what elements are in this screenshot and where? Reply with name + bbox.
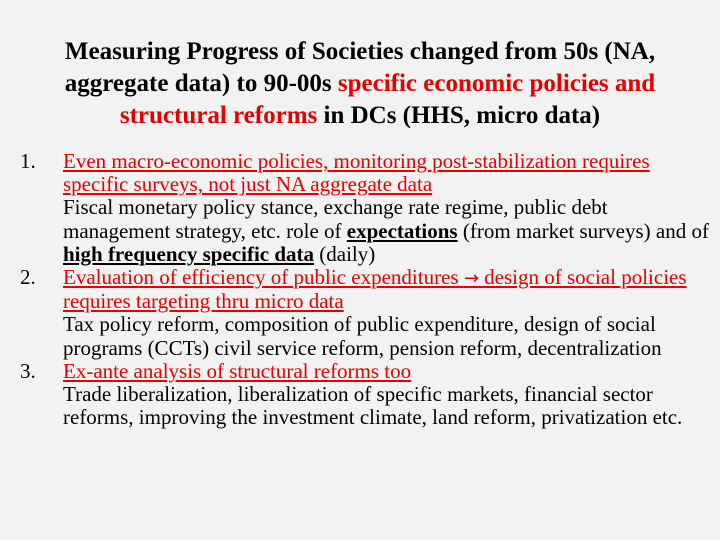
list-item-1: [20, 150, 710, 266]
item-1-heading: Even macro-economic policies, monitoring post-stabilization requires specific surveys, not just NA aggregate data: [63, 149, 650, 197]
numbered-list: [20, 150, 710, 429]
item-1-body-e: (daily): [314, 241, 376, 266]
list-item-3: [20, 360, 710, 430]
list-number-1: 1.: [20, 149, 36, 173]
title-highlight: specific economic policies and structural reforms: [119, 70, 656, 129]
item-3-body: Trade liberalization, liberalization of specific markets, financial sector reforms, improving the investment climate, land reform, privatization etc.: [63, 382, 683, 430]
item-2-heading: [63, 266, 710, 313]
item-2-heading-b: design of social policies requires targeting thru micro data: [63, 265, 687, 314]
item-1-body: [63, 196, 710, 266]
list-number-3: 3.: [20, 358, 36, 383]
title-part-1: Measuring Progress of Societies changed from 50s (NA, aggregate data) to 90-00s: [64, 38, 656, 97]
title-part-3: in DCs (HHS, micro data): [317, 102, 601, 129]
item-3-heading: Ex-ante analysis of structural reforms too: [63, 358, 412, 383]
list-number-2: 2.: [20, 265, 36, 290]
list-item-2: [20, 266, 710, 360]
item-1-emphasis-expectations: expectations: [346, 218, 458, 243]
slide-title: [10, 36, 710, 132]
item-2-body: Tax policy reform, composition of public expenditure, design of social programs (CCTs) civil service reform, pension reform, decentralization: [63, 312, 662, 360]
item-1-body-a: Fiscal monetary policy stance, exchange rate regime, public debt management strategy, etc. role of: [63, 195, 608, 243]
item-2-heading-a: Evaluation of efficiency of public expenditures: [63, 265, 464, 290]
item-1-body-c: (from market surveys) and of: [457, 218, 709, 243]
item-1-emphasis-high-frequency: high frequency specific data: [63, 241, 315, 266]
arrow-right-icon: →: [463, 268, 479, 290]
